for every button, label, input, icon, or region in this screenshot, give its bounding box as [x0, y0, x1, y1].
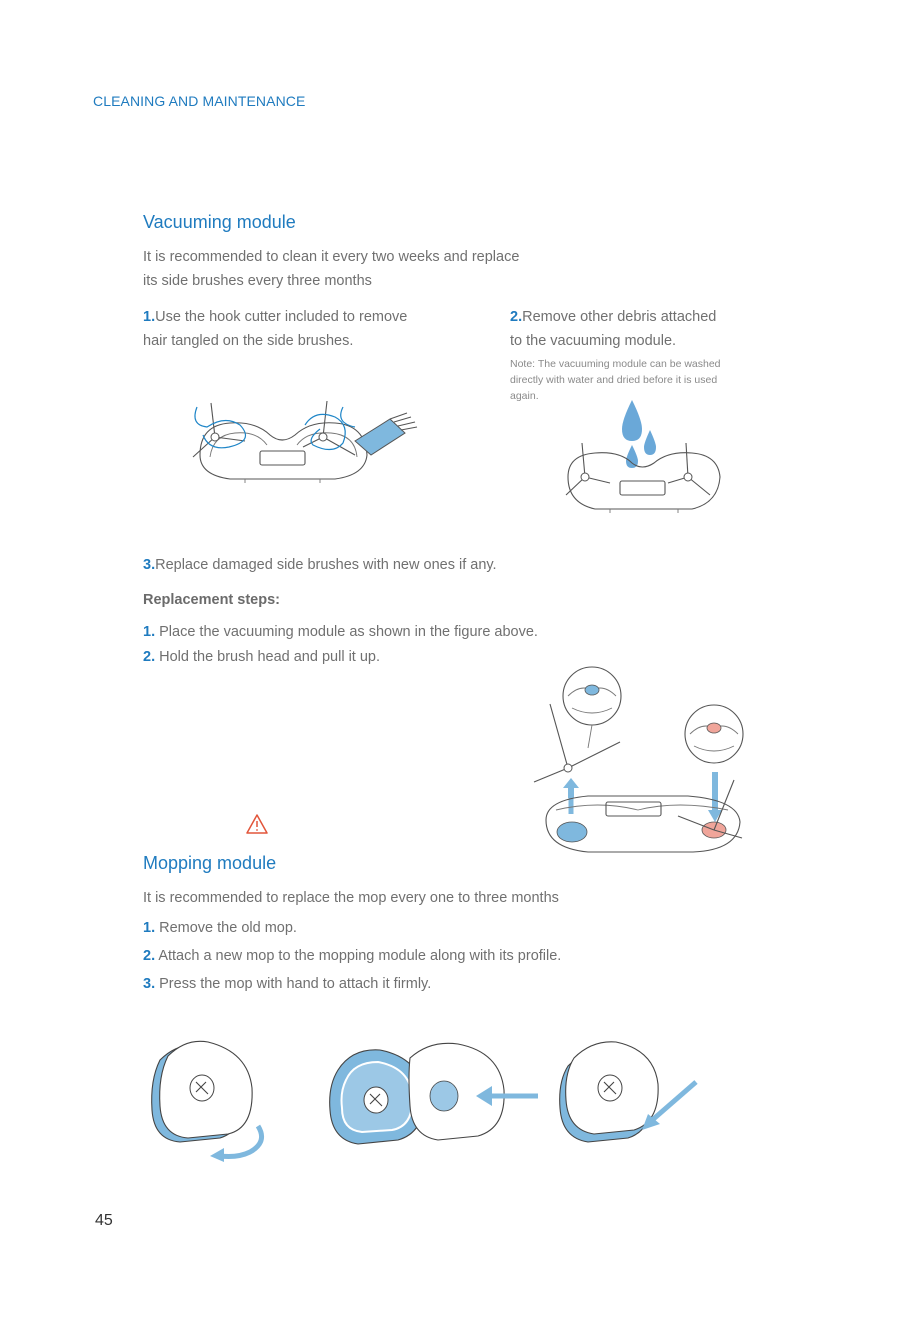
step2-line2: to the vacuuming module. [510, 333, 677, 349]
note-line2: directly with water and dried before it is used [510, 374, 718, 386]
mop-step-2 [143, 944, 561, 968]
mop-step-1-number: 1. [143, 920, 156, 936]
replacement-step-1-text: Place the vacuuming module as shown in the figure above. [159, 624, 538, 640]
step1-line1 [143, 305, 407, 329]
hair-cutter-illustration [185, 395, 420, 495]
note-line1: Note: The vacuuming module can be washed [510, 358, 721, 370]
replacement-step-2 [143, 645, 380, 669]
replacement-step-2-text: Hold the brush head and pull it up. [159, 649, 381, 665]
step3-text: Replace damaged side brushes with new ones if any. [155, 557, 497, 573]
mop-step-3 [143, 972, 431, 996]
step1-number: 1. [143, 309, 156, 325]
page-number: 45 [95, 1212, 113, 1229]
wash-module-illustration [560, 395, 730, 525]
mop-intro: It is recommended to replace the mop every one to three months [143, 890, 559, 906]
mop-title: Mopping module [143, 853, 277, 873]
mop-step-3-number: 3. [143, 976, 156, 992]
step2-line1 [510, 305, 716, 329]
mop-step-2-number: 2. [143, 948, 156, 964]
step1-text: Use the hook cutter included to remove [155, 309, 408, 325]
step2-text: Remove other debris attached [522, 309, 717, 325]
vacuum-intro-line2: its side brushes every three months [143, 273, 372, 289]
step2-number: 2. [510, 309, 523, 325]
step3-number: 3. [143, 557, 156, 573]
mop-step-1-text: Remove the old mop. [159, 920, 297, 936]
replacement-step-1 [143, 620, 538, 644]
vacuum-title: Vacuuming module [143, 212, 296, 232]
note-line3: again. [510, 390, 539, 402]
mop-step-1 [143, 916, 297, 940]
section-header: CLEANING AND MAINTENANCE [93, 93, 306, 109]
step3-line [143, 553, 497, 577]
mop-step-3-text: Press the mop with hand to attach it firmly. [159, 976, 432, 992]
step1-line2: hair tangled on the side brushes. [143, 333, 354, 349]
replacement-title: Replacement steps: [143, 592, 280, 608]
mop-replacement-illustration [140, 1030, 710, 1165]
brush-replacement-illustration [528, 660, 750, 860]
warning-icon [245, 813, 269, 835]
mop-step-2-text: Attach a new mop to the mopping module along with its profile. [158, 948, 562, 964]
replacement-step-1-number: 1. [143, 624, 156, 640]
replacement-step-2-number: 2. [143, 649, 156, 665]
vacuum-intro-line1: It is recommended to clean it every two weeks and replace [143, 249, 520, 265]
